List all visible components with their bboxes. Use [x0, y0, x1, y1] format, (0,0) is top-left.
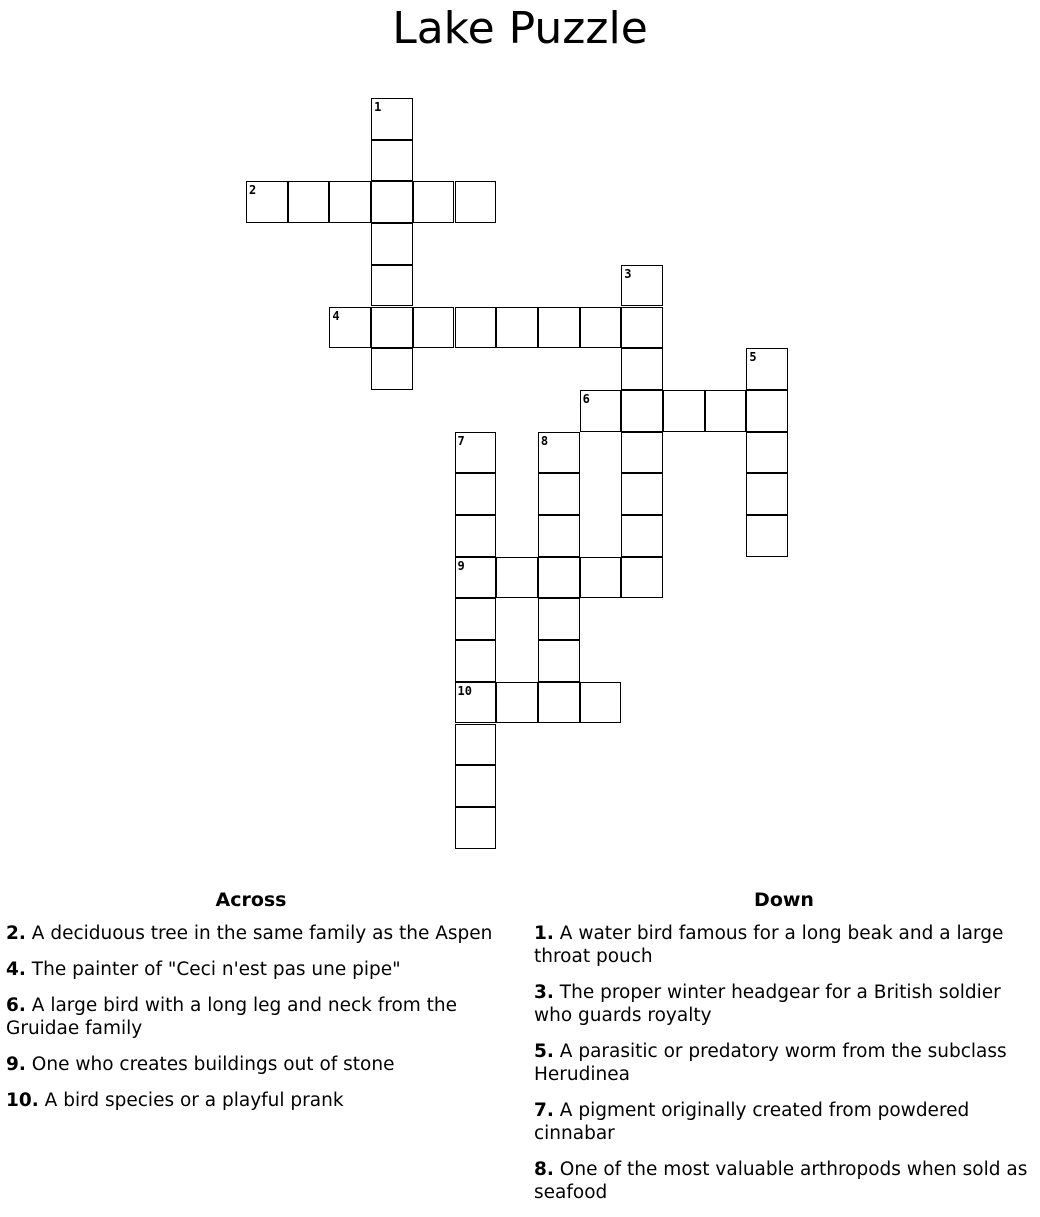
grid-cell[interactable] [496, 682, 538, 724]
clue-text: A deciduous tree in the same family as the Aspen [31, 923, 493, 944]
grid-cell[interactable] [621, 390, 663, 432]
grid-cell[interactable] [455, 181, 497, 223]
clue-number: 9. [6, 1054, 26, 1075]
grid-cell[interactable] [288, 181, 330, 223]
grid-cell[interactable] [621, 473, 663, 515]
cell-number: 5 [749, 350, 757, 365]
cell-number: 10 [457, 683, 472, 698]
across-clue [6, 958, 496, 981]
down-clue [534, 922, 1034, 968]
grid-cell[interactable] [746, 515, 788, 557]
down-clues [534, 888, 1034, 1217]
grid-cell[interactable] [538, 682, 580, 724]
grid-cell[interactable] [455, 473, 497, 515]
grid-cell[interactable] [455, 515, 497, 557]
grid-cell[interactable] [455, 557, 497, 599]
clue-text: One of the most valuable arthropods when sold as seafood [534, 1159, 1028, 1203]
down-heading: Down [754, 889, 814, 911]
clue-number: 5. [534, 1041, 554, 1062]
grid-cell[interactable] [496, 557, 538, 599]
clue-text: The painter of "Ceci n'est pas une pipe" [31, 959, 401, 980]
grid-cell[interactable] [580, 307, 622, 349]
across-heading: Across [215, 889, 287, 911]
grid-cell[interactable] [538, 307, 580, 349]
grid-cell[interactable] [371, 181, 413, 223]
grid-cell[interactable] [455, 682, 497, 724]
grid-cell[interactable] [455, 640, 497, 682]
cell-number: 1 [374, 100, 382, 114]
across-clue [6, 1053, 496, 1076]
clue-text: A pigment originally created from powdered cinnabar [534, 1100, 970, 1144]
down-clue [534, 1099, 1034, 1145]
clue-number: 7. [534, 1100, 554, 1121]
cell-number: 7 [457, 433, 465, 448]
grid-cell[interactable] [663, 390, 705, 432]
down-clue [534, 981, 1034, 1027]
grid-cell[interactable] [371, 307, 413, 349]
across-clues [6, 888, 496, 1125]
grid-cell[interactable] [538, 557, 580, 599]
grid-cell[interactable] [538, 432, 580, 474]
grid-cell[interactable] [329, 307, 371, 349]
grid-cell[interactable] [455, 307, 497, 349]
grid-cell[interactable] [746, 432, 788, 474]
grid-cell[interactable] [580, 557, 622, 599]
grid-cell[interactable] [580, 390, 622, 432]
grid-cell[interactable] [746, 348, 788, 390]
grid-cell[interactable] [455, 724, 497, 766]
clue-text: A large bird with a long leg and neck from the Gruidae family [6, 995, 458, 1039]
grid-cell[interactable] [621, 307, 663, 349]
grid-cell[interactable] [371, 98, 413, 140]
grid-cell[interactable] [580, 682, 622, 724]
grid-cell[interactable] [329, 181, 371, 223]
clue-text: A water bird famous for a long beak and a large throat pouch [534, 923, 1004, 967]
grid-cell[interactable] [455, 765, 497, 807]
grid-cell[interactable] [455, 807, 497, 849]
puzzle-title: Lake Puzzle [392, 3, 648, 54]
grid-cell[interactable] [371, 265, 413, 307]
clue-number: 2. [6, 923, 26, 944]
across-clue [6, 922, 496, 945]
cell-number: 3 [624, 266, 632, 281]
grid-cell[interactable] [413, 307, 455, 349]
grid-cell[interactable] [413, 181, 455, 223]
grid-cell[interactable] [746, 390, 788, 432]
clue-number: 10. [6, 1090, 39, 1111]
across-clue [6, 1089, 496, 1112]
grid-cell[interactable] [621, 557, 663, 599]
grid-cell[interactable] [371, 140, 413, 182]
grid-cell[interactable] [538, 473, 580, 515]
clue-number: 8. [534, 1159, 554, 1180]
cell-number: 9 [457, 558, 465, 573]
grid-cell[interactable] [621, 265, 663, 307]
grid-cell[interactable] [496, 307, 538, 349]
cell-number: 2 [249, 183, 257, 198]
grid-cell[interactable] [538, 598, 580, 640]
cell-number: 4 [332, 308, 340, 323]
clue-number: 3. [534, 982, 554, 1003]
grid-cell[interactable] [246, 181, 288, 223]
grid-cell[interactable] [538, 515, 580, 557]
clue-text: A parasitic or predatory worm from the subclass Herudinea [534, 1041, 1007, 1085]
down-clue [534, 1158, 1034, 1204]
grid-cell[interactable] [538, 640, 580, 682]
clue-text: The proper winter headgear for a British soldier who guards royalty [534, 982, 1001, 1026]
across-clue [6, 994, 496, 1040]
grid-cell[interactable] [621, 348, 663, 390]
clue-text: One who creates buildings out of stone [31, 1054, 395, 1075]
down-clue [534, 1040, 1034, 1086]
clue-number: 1. [534, 923, 554, 944]
cell-number: 8 [540, 433, 549, 448]
grid-cell[interactable] [455, 432, 497, 474]
grid-cell[interactable] [746, 473, 788, 515]
grid-cell[interactable] [371, 223, 413, 265]
grid-cell[interactable] [621, 432, 663, 474]
clue-number: 4. [6, 959, 26, 980]
clue-text: A bird species or a playful prank [44, 1090, 344, 1111]
cell-number: 6 [582, 391, 590, 406]
grid-cell[interactable] [371, 348, 413, 390]
grid-cell[interactable] [705, 390, 747, 432]
clue-number: 6. [6, 995, 26, 1016]
grid-cell[interactable] [455, 598, 497, 640]
grid-cell[interactable] [621, 515, 663, 557]
